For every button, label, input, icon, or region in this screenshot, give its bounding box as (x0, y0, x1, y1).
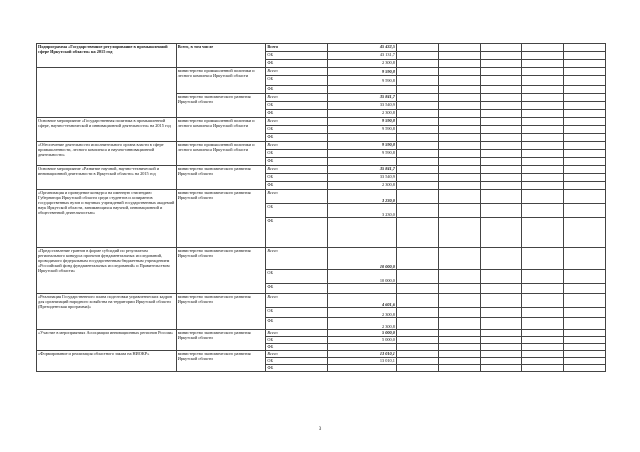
row-label: ФБ (266, 318, 327, 330)
ministry-cell: министерство экономического развития Иркутской области (176, 190, 266, 248)
event-title: «Предоставление грантов в форме субсидий по результатам регионального конкурса проектов фундаментальных исследований, проводимого федеральным государственным бюджетным учреждением «Российский фонд фундаментальных исследований» и Правительством Иркутской области» (37, 248, 177, 294)
empty-cell (396, 102, 438, 110)
row-value: 43 131,7 (327, 52, 396, 60)
empty-cell (396, 94, 438, 102)
row-value: 2 300,8 (327, 60, 396, 68)
empty-cell (438, 110, 480, 118)
empty-cell (396, 174, 438, 182)
empty-cell (522, 270, 564, 284)
empty-cell (480, 248, 522, 270)
row-value: 2 300,8 (327, 110, 396, 118)
empty-cell (396, 182, 438, 190)
page-number: 3 (318, 427, 322, 432)
row-label: Всего (266, 68, 327, 76)
empty-cell (480, 344, 522, 351)
empty-cell (480, 337, 522, 344)
empty-cell (564, 174, 606, 182)
empty-cell (522, 182, 564, 190)
empty-cell (522, 204, 564, 218)
empty-cell (480, 86, 522, 94)
row-value: 10 000,0 (327, 270, 396, 284)
empty-cell (564, 44, 606, 52)
empty-cell (564, 76, 606, 86)
empty-cell (396, 337, 438, 344)
ministry-cell: министерство экономического развития Иркутской области (176, 248, 266, 294)
empty-cell (438, 204, 480, 218)
ministry-cell: министерство промышленной политики и лесного комплекса Иркутской области (176, 68, 266, 94)
empty-cell (564, 158, 606, 166)
empty-cell (438, 68, 480, 76)
row-label: ФБ (266, 344, 327, 351)
row-label: ОБ (266, 52, 327, 60)
empty-cell (438, 344, 480, 351)
empty-cell (438, 60, 480, 68)
empty-cell (522, 102, 564, 110)
empty-cell (522, 158, 564, 166)
empty-cell (327, 218, 396, 248)
row-label: ОБ (266, 102, 327, 110)
empty-cell (564, 126, 606, 134)
empty-cell (480, 358, 522, 365)
empty-cell (438, 182, 480, 190)
empty-cell (522, 248, 564, 270)
empty-cell (522, 110, 564, 118)
empty-cell (564, 94, 606, 102)
empty-cell (396, 118, 438, 126)
row-label: ФБ (266, 284, 327, 294)
empty-cell (564, 218, 606, 248)
empty-cell (522, 68, 564, 76)
empty-cell (396, 358, 438, 365)
row-value: 13 010,1 (327, 358, 396, 365)
ministry-cell: министерство промышленной политики и лесного комплекса Иркутской области (176, 142, 266, 166)
empty-cell (396, 248, 438, 270)
empty-cell (564, 284, 606, 294)
empty-cell (396, 126, 438, 134)
empty-cell (480, 351, 522, 358)
empty-cell (564, 337, 606, 344)
empty-cell (522, 308, 564, 318)
row-value: 5 000,0 (327, 330, 396, 337)
empty-cell (480, 190, 522, 204)
empty-cell (480, 204, 522, 218)
empty-cell (480, 52, 522, 60)
empty-cell (327, 134, 396, 142)
empty-cell (438, 337, 480, 344)
empty-cell (564, 190, 606, 204)
empty-cell (438, 294, 480, 308)
row-value: 45 432,5 (327, 44, 396, 52)
empty-cell (438, 330, 480, 337)
empty-cell (564, 308, 606, 318)
empty-cell (480, 118, 522, 126)
row-label: Всего (266, 142, 327, 150)
empty-cell (480, 68, 522, 76)
empty-cell (396, 270, 438, 284)
empty-cell (438, 86, 480, 94)
event-title: «Организация и проведение конкурса на именную стипендию Губернатора Иркутской области среди студентов и аспирантов государственных вузов и научных учреждений государственных академий наук Иркутской области, занимающихся научной, инновационной и общественной деятельностью» (37, 190, 177, 248)
empty-cell (522, 142, 564, 150)
empty-cell (522, 284, 564, 294)
empty-cell (564, 150, 606, 158)
budget-table (36, 43, 606, 372)
empty-cell (37, 68, 177, 118)
empty-cell (396, 68, 438, 76)
event-title: «Реализация Государственного плана подготовки управленческих кадров для организаций народного хозяйства на территории Иркутской области (Президентская программа)» (37, 294, 177, 330)
empty-cell (522, 94, 564, 102)
empty-cell (564, 330, 606, 337)
program-total-label: Всего, в том числе (176, 44, 266, 68)
empty-cell (480, 330, 522, 337)
empty-cell (396, 190, 438, 204)
empty-cell (396, 44, 438, 52)
empty-cell (522, 52, 564, 60)
empty-cell (438, 284, 480, 294)
row-value: 33 540,9 (327, 174, 396, 182)
empty-cell (438, 44, 480, 52)
row-label: Всего (266, 248, 327, 270)
row-label: ОБ (266, 337, 327, 344)
row-label: ФБ (266, 60, 327, 68)
empty-cell (522, 44, 564, 52)
empty-cell (438, 351, 480, 358)
empty-cell (396, 142, 438, 150)
row-value: 9 590,8 (327, 68, 396, 76)
empty-cell (522, 294, 564, 308)
empty-cell (564, 60, 606, 68)
empty-cell (564, 318, 606, 330)
empty-cell (522, 318, 564, 330)
row-label: ФБ (266, 86, 327, 94)
empty-cell (480, 150, 522, 158)
ministry-cell: министерство экономического развития Иркутской области (176, 351, 266, 372)
empty-cell (522, 330, 564, 337)
empty-cell (438, 308, 480, 318)
row-label: ОБ (266, 76, 327, 86)
empty-cell (396, 318, 438, 330)
empty-cell (480, 134, 522, 142)
empty-cell (396, 204, 438, 218)
row-label: ФБ (266, 182, 327, 190)
empty-cell (396, 330, 438, 337)
empty-cell (522, 351, 564, 358)
row-value: 3 230,0 (327, 190, 396, 204)
row-value: 3 230,0 (327, 204, 396, 218)
empty-cell (438, 358, 480, 365)
empty-cell (480, 76, 522, 86)
empty-cell (564, 142, 606, 150)
empty-cell (327, 158, 396, 166)
empty-cell (564, 294, 606, 308)
row-value: 9 590,8 (327, 76, 396, 86)
empty-cell (396, 134, 438, 142)
empty-cell (522, 76, 564, 86)
empty-cell (564, 68, 606, 76)
event-title: «Участие в мероприятиях Ассоциации инновационных регионов России» (37, 330, 177, 351)
empty-cell (522, 118, 564, 126)
empty-cell (522, 337, 564, 344)
empty-cell (522, 134, 564, 142)
empty-cell (438, 102, 480, 110)
row-label: ФБ (266, 158, 327, 166)
empty-cell (480, 142, 522, 150)
empty-cell (480, 270, 522, 284)
empty-cell (480, 365, 522, 372)
empty-cell (480, 94, 522, 102)
empty-cell (522, 126, 564, 134)
empty-cell (438, 218, 480, 248)
empty-cell (480, 318, 522, 330)
empty-cell (564, 351, 606, 358)
empty-cell (438, 76, 480, 86)
empty-cell (438, 158, 480, 166)
empty-cell (564, 86, 606, 94)
empty-cell (327, 344, 396, 351)
empty-cell (438, 270, 480, 284)
empty-cell (522, 166, 564, 174)
row-value: 2 300,8 (327, 182, 396, 190)
empty-cell (480, 174, 522, 182)
program-title: Подпрограмма «Государственное регулирование в промышленной сфере Иркутской области» на 2015 год (37, 44, 177, 68)
row-value: 10 000,0 (327, 248, 396, 270)
empty-cell (480, 284, 522, 294)
empty-cell (396, 86, 438, 94)
row-value: 4 601,6 (327, 294, 396, 308)
empty-cell (438, 365, 480, 372)
empty-cell (522, 358, 564, 365)
empty-cell (564, 166, 606, 174)
empty-cell (396, 218, 438, 248)
row-value: 35 841,7 (327, 94, 396, 102)
row-label: ОБ (266, 270, 327, 284)
event-title: «Формирование и реализация областного заказа на НИОКР» (37, 351, 177, 372)
empty-cell (396, 158, 438, 166)
row-label: Всего (266, 294, 327, 308)
empty-cell (438, 126, 480, 134)
row-label: ОБ (266, 358, 327, 365)
empty-cell (438, 52, 480, 60)
row-value: 9 590,8 (327, 126, 396, 134)
empty-cell (480, 158, 522, 166)
row-label: Всего (266, 166, 327, 174)
empty-cell (438, 134, 480, 142)
empty-cell (396, 365, 438, 372)
empty-cell (396, 52, 438, 60)
empty-cell (396, 308, 438, 318)
empty-cell (396, 294, 438, 308)
ministry-cell: министерство экономического развития Иркутской области (176, 94, 266, 118)
row-label: ФБ (266, 365, 327, 372)
row-label: ОБ (266, 126, 327, 134)
empty-cell (480, 218, 522, 248)
empty-cell (327, 86, 396, 94)
empty-cell (396, 150, 438, 158)
empty-cell (396, 60, 438, 68)
empty-cell (480, 44, 522, 52)
empty-cell (480, 166, 522, 174)
row-label: Всего (266, 94, 327, 102)
empty-cell (522, 365, 564, 372)
empty-cell (327, 284, 396, 294)
empty-cell (396, 110, 438, 118)
row-label: Всего (266, 351, 327, 358)
empty-cell (438, 118, 480, 126)
empty-cell (564, 182, 606, 190)
row-value: 2 300,8 (327, 308, 396, 318)
row-value: 2 300,8 (327, 318, 396, 330)
row-value: 33 540,9 (327, 102, 396, 110)
empty-cell (396, 284, 438, 294)
row-value: 35 841,7 (327, 166, 396, 174)
empty-cell (396, 76, 438, 86)
row-label: ОБ (266, 174, 327, 182)
empty-cell (522, 60, 564, 68)
row-label: Всего (266, 330, 327, 337)
row-value: 9 590,8 (327, 118, 396, 126)
empty-cell (564, 134, 606, 142)
ministry-cell: министерство экономического развития Иркутской области (176, 166, 266, 190)
row-value: 9 590,8 (327, 142, 396, 150)
row-label: ФБ (266, 134, 327, 142)
empty-cell (396, 344, 438, 351)
row-value: 9 590,8 (327, 150, 396, 158)
empty-cell (438, 166, 480, 174)
empty-cell (480, 182, 522, 190)
ministry-cell: министерство экономического развития Иркутской области (176, 294, 266, 330)
empty-cell (438, 190, 480, 204)
empty-cell (480, 126, 522, 134)
empty-cell (327, 365, 396, 372)
ministry-cell: министерство промышленной политики и лесного комплекса Иркутской области (176, 118, 266, 142)
empty-cell (480, 110, 522, 118)
empty-cell (480, 294, 522, 308)
empty-cell (438, 150, 480, 158)
empty-cell (480, 102, 522, 110)
ministry-cell: министерство экономического развития Иркутской области (176, 330, 266, 351)
empty-cell (396, 351, 438, 358)
empty-cell (564, 270, 606, 284)
empty-cell (564, 344, 606, 351)
row-label: ОБ (266, 150, 327, 158)
row-label: ФБ (266, 110, 327, 118)
main-event-title: Основное мероприятие «Развитие научной, научно-технической и инновационной деятельности в Иркутской области» на 2015 год (37, 166, 177, 190)
row-label: Всего (266, 118, 327, 126)
empty-cell (564, 248, 606, 270)
empty-cell (438, 248, 480, 270)
empty-cell (564, 102, 606, 110)
row-label: Всего (266, 190, 327, 204)
row-label: ОБ (266, 308, 327, 318)
empty-cell (522, 86, 564, 94)
empty-cell (438, 318, 480, 330)
empty-cell (396, 166, 438, 174)
empty-cell (438, 142, 480, 150)
empty-cell (522, 344, 564, 351)
empty-cell (438, 174, 480, 182)
row-label: Всего (266, 44, 327, 52)
empty-cell (438, 94, 480, 102)
empty-cell (522, 218, 564, 248)
empty-cell (564, 365, 606, 372)
empty-cell (522, 174, 564, 182)
empty-cell (522, 190, 564, 204)
row-value: 13 010,1 (327, 351, 396, 358)
empty-cell (564, 204, 606, 218)
empty-cell (522, 150, 564, 158)
row-value: 5 000,0 (327, 337, 396, 344)
empty-cell (480, 60, 522, 68)
empty-cell (564, 118, 606, 126)
row-label: ОБ (266, 204, 327, 218)
empty-cell (564, 110, 606, 118)
empty-cell (564, 358, 606, 365)
empty-cell (480, 308, 522, 318)
event-title: «Обеспечение деятельности исполнительного органа власти в сфере промышленности, лесного комплекса и научно-инновационной деятельности» (37, 142, 177, 166)
empty-cell (564, 52, 606, 60)
row-label: ФБ (266, 218, 327, 248)
main-event-title: Основное мероприятие «Государственная политика в промышленной сфере, научно-технической и инновационной деятельности» на 2015 год (37, 118, 177, 142)
